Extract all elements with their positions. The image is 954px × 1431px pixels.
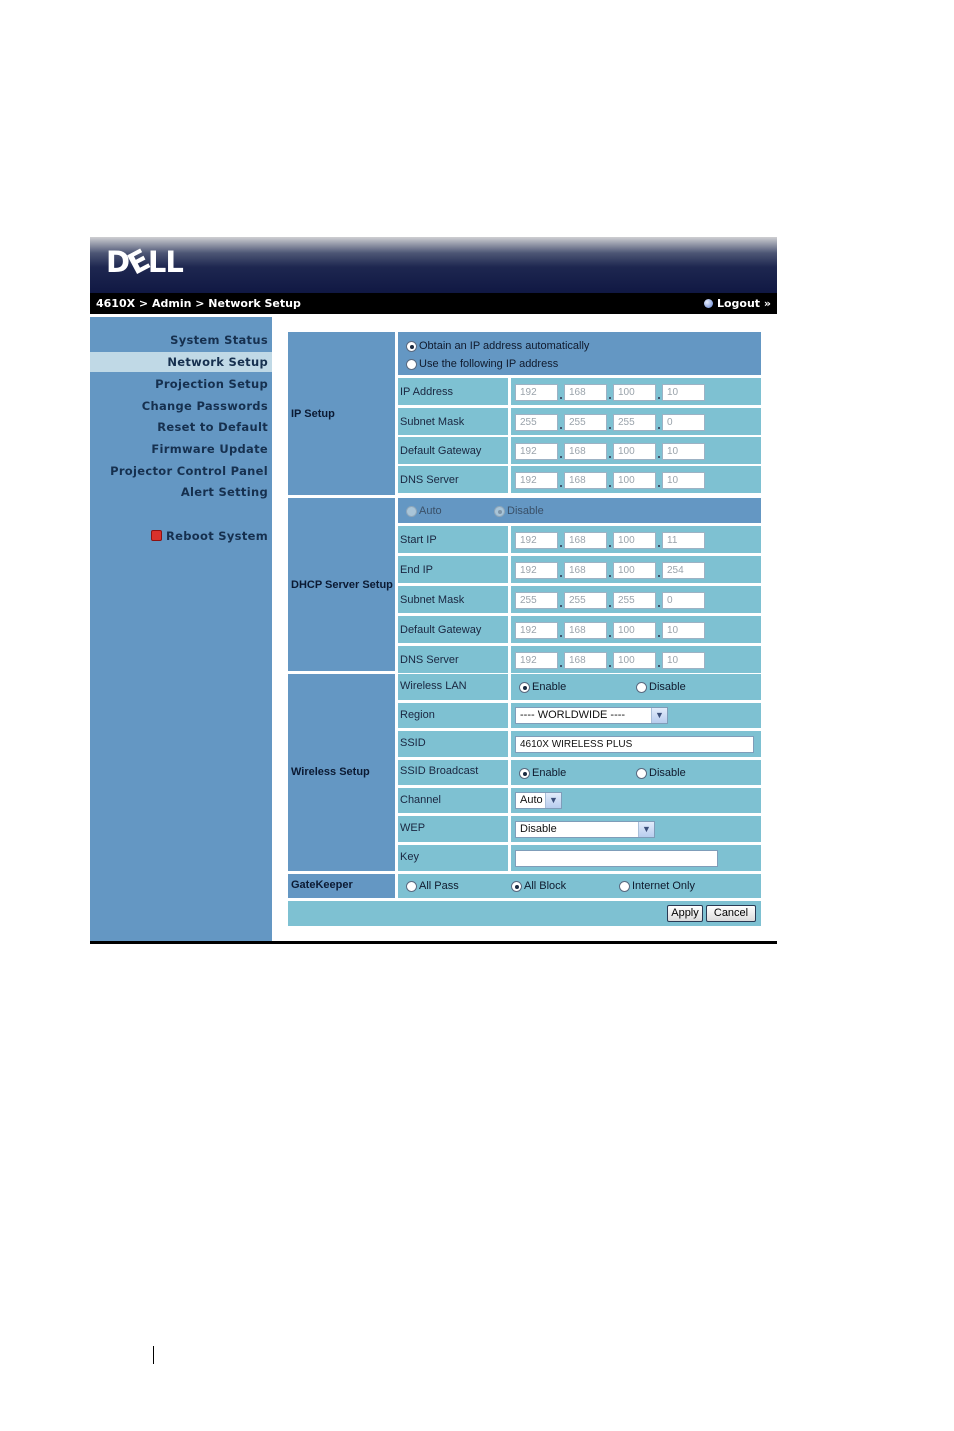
ip-value-cell-1	[511, 408, 761, 435]
ip-mode-row	[398, 332, 761, 375]
ip-octet-input[interactable]: 10	[662, 443, 705, 460]
gatekeeper-all-block-radio[interactable]	[511, 881, 522, 892]
ip-octet-input[interactable]: 100	[613, 384, 656, 401]
dhcp-value-cell-3	[511, 616, 761, 643]
ip-row-label: Default Gateway	[400, 445, 482, 457]
logout-link[interactable]	[704, 293, 771, 314]
ssid-broadcast-label-cell	[398, 760, 508, 785]
key-label-cell	[398, 845, 508, 871]
wireless-section	[288, 674, 395, 871]
ip-row-label: DNS Server	[400, 474, 459, 486]
ip-row-label: IP Address	[400, 386, 453, 398]
dhcp-label-cell-0	[398, 526, 508, 553]
wlan-disable-label: Disable	[649, 681, 686, 693]
dhcp-octet-input[interactable]: 168	[564, 532, 607, 549]
ip-setup-title: IP Setup	[291, 408, 335, 420]
ssid-value-cell	[511, 731, 761, 757]
channel-value-cell	[511, 788, 761, 813]
gatekeeper-all-pass-label: All Pass	[419, 880, 459, 892]
dhcp-octet-input[interactable]: 255	[564, 592, 607, 609]
sidebar-item-network-setup[interactable]: Network Setup	[90, 352, 272, 372]
ip-octet-input[interactable]: 192	[515, 443, 558, 460]
region-label-cell	[398, 703, 508, 728]
region-value-cell	[511, 703, 761, 728]
gatekeeper-all-pass-radio[interactable]	[406, 881, 417, 892]
octet-separator	[609, 397, 611, 399]
dhcp-disable-label: Disable	[507, 505, 544, 517]
dhcp-auto-label: Auto	[419, 505, 442, 517]
dhcp-label-cell-1	[398, 556, 508, 583]
dhcp-auto-radio[interactable]	[406, 506, 417, 517]
ssid-broadcast-enable-radio[interactable]	[519, 768, 530, 779]
dhcp-octet-input[interactable]: 100	[613, 532, 656, 549]
octet-separator	[560, 665, 562, 667]
ip-octet-input[interactable]: 168	[564, 472, 607, 489]
channel-value: Auto	[520, 794, 543, 806]
region-value: ---- WORLDWIDE ----	[520, 709, 626, 721]
key-value-cell	[511, 845, 761, 871]
ip-auto-radio[interactable]	[406, 341, 417, 352]
cancel-button[interactable]: Cancel	[706, 905, 756, 922]
wep-value-cell	[511, 816, 761, 842]
dhcp-mode-row	[398, 498, 761, 523]
dhcp-octet-input[interactable]: 168	[564, 622, 607, 639]
page-margin-mark	[153, 1346, 154, 1364]
ip-setup-section	[288, 332, 395, 495]
breadcrumb: 4610X > Admin > Network Setup	[96, 297, 301, 310]
octet-separator	[560, 485, 562, 487]
octet-separator	[658, 485, 660, 487]
power-icon	[151, 530, 162, 541]
channel-label: Channel	[400, 794, 441, 806]
octet-separator	[658, 605, 660, 607]
dhcp-octet-input[interactable]: 255	[613, 592, 656, 609]
ssid-label-cell	[398, 731, 508, 757]
dhcp-row-label: DNS Server	[400, 654, 459, 666]
octet-separator	[658, 545, 660, 547]
key-input[interactable]	[515, 850, 718, 867]
dell-logo: DELL	[106, 242, 183, 282]
ip-octet-input[interactable]: 0	[662, 414, 705, 431]
dhcp-label-cell-3	[398, 616, 508, 643]
ip-octet-input[interactable]: 255	[613, 414, 656, 431]
globe-icon	[704, 299, 713, 308]
octet-separator	[560, 575, 562, 577]
channel-label-cell	[398, 788, 508, 813]
dhcp-octet-input[interactable]: 192	[515, 562, 558, 579]
network-setup-form	[288, 332, 761, 926]
ssid-broadcast-disable-radio[interactable]	[636, 768, 647, 779]
ip-octet-input[interactable]: 168	[564, 443, 607, 460]
dhcp-octet-input[interactable]: 168	[564, 562, 607, 579]
ip-octet-input[interactable]: 192	[515, 472, 558, 489]
dhcp-value-cell-0	[511, 526, 761, 553]
gatekeeper-title: GateKeeper	[291, 879, 353, 891]
dhcp-octet-input[interactable]: 255	[515, 592, 558, 609]
octet-separator	[658, 427, 660, 429]
dhcp-value-cell-4	[511, 646, 761, 673]
ssid-broadcast-enable-label: Enable	[532, 767, 567, 779]
dhcp-label-cell-2	[398, 586, 508, 613]
sidebar-item-projection-setup[interactable]: Projection Setup	[155, 377, 268, 391]
gatekeeper-internet-only-label: Internet Only	[632, 880, 695, 892]
dhcp-octet-input[interactable]: 100	[613, 652, 656, 669]
octet-separator	[560, 456, 562, 458]
octet-separator	[609, 485, 611, 487]
wlan-enable-label: Enable	[532, 681, 567, 693]
dhcp-octet-input[interactable]: 100	[613, 622, 656, 639]
sidebar-item-alert-setting[interactable]: Alert Setting	[180, 485, 268, 499]
octet-separator	[609, 545, 611, 547]
dhcp-disable-radio[interactable]	[494, 506, 505, 517]
apply-button[interactable]: Apply	[667, 905, 703, 922]
dhcp-row-label: End IP	[400, 564, 434, 576]
channel-select[interactable]	[515, 792, 562, 809]
ip-value-cell-3	[511, 466, 761, 493]
dhcp-octet-input[interactable]: 192	[515, 652, 558, 669]
dhcp-octet-input[interactable]: 11	[662, 532, 705, 549]
ssid-label: SSID	[400, 737, 426, 749]
octet-separator	[560, 397, 562, 399]
dhcp-octet-input[interactable]: 100	[613, 562, 656, 579]
ip-row-label: Subnet Mask	[400, 416, 465, 428]
sidebar	[90, 317, 272, 941]
octet-separator	[658, 575, 660, 577]
wlan-label: Wireless LAN	[400, 680, 467, 692]
wlan-value-cell	[511, 674, 761, 700]
ip-label-cell-1	[398, 408, 508, 435]
octet-separator	[609, 635, 611, 637]
gatekeeper-all-block-label: All Block	[524, 880, 567, 892]
wep-label: WEP	[400, 822, 426, 834]
dhcp-row-label: Subnet Mask	[400, 594, 465, 606]
octet-separator	[560, 545, 562, 547]
wlan-disable-radio[interactable]	[636, 682, 647, 693]
ip-octet-input[interactable]: 10	[662, 472, 705, 489]
ip-label-cell-2	[398, 437, 508, 464]
ip-octet-input[interactable]: 168	[564, 384, 607, 401]
octet-separator	[609, 605, 611, 607]
ssid-broadcast-disable-label: Disable	[649, 767, 686, 779]
ip-octet-input[interactable]: 192	[515, 384, 558, 401]
sidebar-item-reset-to-default[interactable]: Reset to Default	[157, 420, 268, 434]
ip-octet-input[interactable]: 100	[613, 472, 656, 489]
chevron-down-icon: ▼	[651, 708, 667, 723]
chevron-down-icon: ▼	[545, 793, 561, 808]
dhcp-row-label: Default Gateway	[400, 624, 482, 636]
dhcp-octet-input[interactable]: 10	[662, 622, 705, 639]
dhcp-label-cell-4	[398, 646, 508, 673]
ip-value-cell-0	[511, 378, 761, 405]
ip-auto-label: Obtain an IP address automatically	[419, 340, 590, 352]
sidebar-item-reboot-system[interactable]	[151, 529, 268, 543]
ip-manual-radio[interactable]	[406, 359, 417, 370]
ssid-broadcast-value-cell	[511, 760, 761, 785]
ip-octet-input[interactable]: 255	[564, 414, 607, 431]
wep-value: Disable	[520, 823, 557, 835]
dhcp-section	[288, 498, 395, 671]
sidebar-item-firmware-update[interactable]: Firmware Update	[151, 442, 268, 456]
logout-label: Logout	[716, 297, 761, 310]
chevron-down-icon: ▼	[638, 822, 654, 837]
key-label: Key	[400, 851, 419, 863]
ip-octet-input[interactable]: 255	[515, 414, 558, 431]
octet-separator	[560, 427, 562, 429]
gatekeeper-options	[398, 874, 761, 898]
ip-value-cell-2	[511, 437, 761, 464]
bottom-rule	[90, 941, 777, 944]
octet-separator	[609, 427, 611, 429]
ssid-input[interactable]: 4610X WIRELESS PLUS	[515, 736, 754, 753]
ip-label-cell-3	[398, 466, 508, 493]
octet-separator	[658, 665, 660, 667]
octet-separator	[658, 456, 660, 458]
octet-separator	[658, 635, 660, 637]
gatekeeper-internet-only-radio[interactable]	[619, 881, 630, 892]
sidebar-item-projector-control-panel[interactable]: Projector Control Panel	[110, 464, 268, 478]
ssid-broadcast-label: SSID Broadcast	[400, 765, 479, 777]
sidebar-item-system-status[interactable]: System Status	[170, 333, 268, 347]
octet-separator	[609, 456, 611, 458]
ip-octet-input[interactable]: 10	[662, 384, 705, 401]
octet-separator	[609, 665, 611, 667]
button-bar	[288, 901, 761, 926]
dhcp-octet-input[interactable]: 10	[662, 652, 705, 669]
header-banner	[90, 237, 777, 293]
wep-label-cell	[398, 816, 508, 842]
dhcp-octet-input[interactable]: 0	[662, 592, 705, 609]
octet-separator	[658, 397, 660, 399]
gatekeeper-section	[288, 874, 395, 898]
dhcp-value-cell-2	[511, 586, 761, 613]
dhcp-octet-input[interactable]: 192	[515, 622, 558, 639]
admin-window	[90, 237, 777, 946]
breadcrumb-bar	[90, 293, 777, 314]
octet-separator	[560, 605, 562, 607]
wlan-label-cell	[398, 674, 508, 700]
dhcp-title: DHCP Server Setup	[291, 579, 393, 591]
sidebar-item-change-passwords[interactable]: Change Passwords	[141, 399, 268, 413]
reboot-label: Reboot System	[166, 529, 268, 543]
dhcp-octet-input[interactable]: 254	[662, 562, 705, 579]
octet-separator	[560, 635, 562, 637]
octet-separator	[609, 575, 611, 577]
region-label: Region	[400, 709, 435, 721]
dhcp-octet-input[interactable]: 192	[515, 532, 558, 549]
wep-select[interactable]	[515, 821, 655, 838]
ip-label-cell-0	[398, 378, 508, 405]
dhcp-row-label: Start IP	[400, 534, 437, 546]
dhcp-octet-input[interactable]: 168	[564, 652, 607, 669]
logout-arrows: »	[763, 297, 771, 310]
dhcp-value-cell-1	[511, 556, 761, 583]
region-select[interactable]	[515, 707, 668, 724]
ip-manual-label: Use the following IP address	[419, 358, 559, 370]
wlan-enable-radio[interactable]	[519, 682, 530, 693]
ip-octet-input[interactable]: 100	[613, 443, 656, 460]
wireless-title: Wireless Setup	[291, 766, 370, 778]
